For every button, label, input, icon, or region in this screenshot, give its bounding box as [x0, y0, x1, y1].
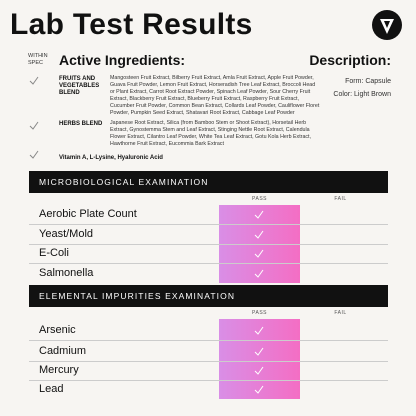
description-title: Description:	[309, 52, 391, 68]
table-row	[29, 321, 388, 341]
page-title: Lab Test Results	[10, 8, 253, 41]
microbiological-section	[29, 171, 388, 283]
ingredient-text: Japanese Root Extract, Silica (from Bamboo Stem or Shoot Extract), Horsetail Herb Extract, Gynostemma Stem and Leaf Extract, Stinging Nettle Root Extract, Calendula Flower Extract, Cilantro Leaf Powder, White Tea Leaf Extract, Gotu Kola Herb Extract, Hawthorne Fruit Extract, Eucommia Bark Extract	[110, 120, 311, 147]
table-row	[29, 205, 388, 225]
fail-column-header: FAIL	[334, 196, 347, 202]
ingredient-label: HERBS BLEND	[59, 121, 103, 127]
pass-column-header: PASS	[252, 196, 267, 202]
test-name: Mercury	[39, 364, 79, 376]
test-name: E-Coli	[39, 247, 69, 259]
description-form: Form: Capsule	[345, 78, 391, 85]
pass-check-icon	[254, 269, 264, 279]
pass-check-icon	[254, 347, 264, 357]
ingredient-label: FRUITS AND VEGETABLES BLEND	[59, 76, 100, 96]
test-name: Yeast/Mold	[39, 228, 94, 240]
ingredient-text: Mangosteen Fruit Extract, Bilberry Fruit Extract, Amla Fruit Extract, Apple Fruit Powder, Guava Fruit Powder, Lemon Fruit Extract, Horseradish Tree Leaf Extract, Broccoli Head or Plant Extract, Carrot Root Extract Powder, Spinach Leaf Powder, Sour Cherry Fruit Extract, Blackberry Fruit Extract, Blueberry Fruit Extract, Raspberry Fruit Extract, Cucumber Fruit Powder, Common Bean Extract, Collards Leaf Powder, Cauliflower Floret Powder, Pumpkin Seed Extract, Shatavari Root Extract, Cabbage Leaf Powder	[110, 75, 320, 116]
description-color: Color: Light Brown	[333, 91, 391, 98]
section-header: MICROBIOLOGICAL EXAMINATION	[29, 171, 388, 193]
test-name: Salmonella	[39, 267, 94, 279]
test-name: Lead	[39, 383, 64, 395]
table-row	[29, 380, 388, 400]
table-row	[29, 342, 388, 362]
within-spec-label: WITHIN SPEC	[28, 53, 48, 66]
table-row	[29, 225, 388, 245]
pass-check-icon	[254, 249, 264, 259]
check-icon	[29, 150, 39, 160]
active-ingredients-title: Active Ingredients:	[59, 52, 186, 68]
brand-logo-icon	[372, 10, 402, 40]
pass-check-icon	[254, 326, 264, 336]
fail-column-header: FAIL	[334, 310, 347, 316]
test-name: Aerobic Plate Count	[39, 208, 137, 220]
pass-check-icon	[254, 366, 264, 376]
pass-check-icon	[254, 385, 264, 395]
check-icon	[29, 121, 39, 131]
test-name: Cadmium	[39, 345, 87, 357]
elemental-impurities-section	[29, 285, 388, 400]
test-name: Arsenic	[39, 324, 76, 336]
table-row	[29, 244, 388, 264]
vitamins-text: Vitamin A, L-Lysine, Hyaluronic Acid	[59, 155, 163, 161]
section-header: ELEMENTAL IMPURITIES EXAMINATION	[29, 285, 388, 307]
check-icon	[29, 76, 39, 86]
table-row	[29, 264, 388, 284]
pass-check-icon	[254, 210, 264, 220]
pass-column-header: PASS	[252, 310, 267, 316]
pass-check-icon	[254, 230, 264, 240]
table-row	[29, 361, 388, 381]
